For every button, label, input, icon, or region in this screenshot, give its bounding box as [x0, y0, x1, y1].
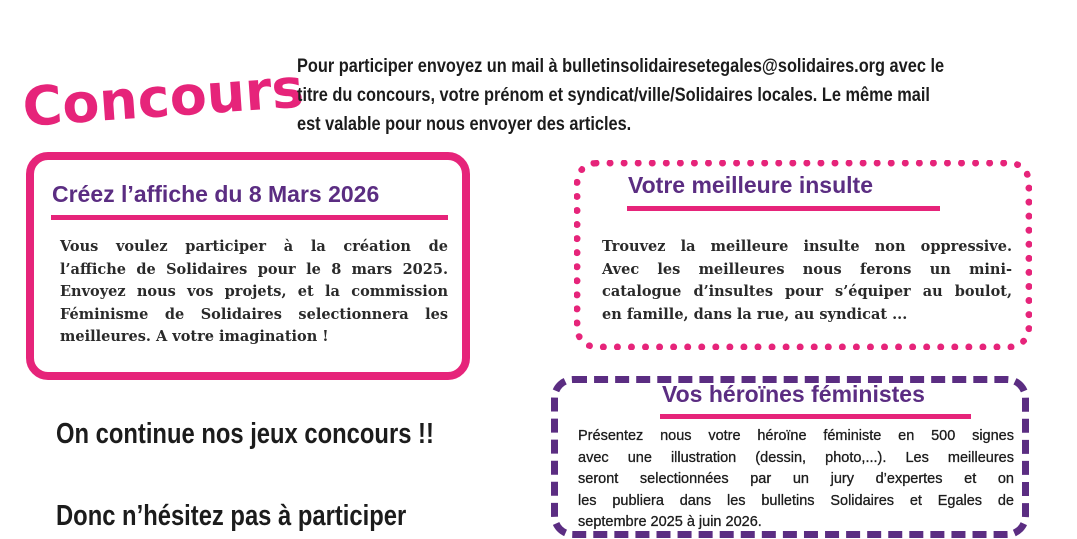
insulte-line: catalogue d’insultes pour s’équiper au boulot, [602, 283, 1012, 300]
heroines-line: avec une illustration (dessin, photo,...). Les meilleures [578, 449, 1014, 466]
intro-line: est valable pour nous envoyer des articles. [297, 114, 632, 135]
insulte-title: Votre meilleure insulte [628, 172, 873, 198]
affiche-text [60, 236, 448, 349]
heroines-title-underline [660, 414, 971, 419]
insulte-title-underline [627, 206, 940, 211]
insulte-line: Avec les meilleures nous ferons un mini- [602, 260, 1012, 278]
intro-paragraph [297, 52, 951, 139]
concours-title-text: Concours [20, 56, 306, 139]
participate-heading: Donc n’hésitez pas à participer [56, 500, 407, 532]
insulte-line: en famille, dans la rue, au syndicat ... [602, 305, 908, 323]
heroines-line: les publiera dans les bulletins Solidaires et Egales de [578, 492, 1014, 509]
intro-line: titre du concours, votre prénom et syndicat/ville/Solidaires locales. Le même mail [297, 85, 930, 106]
affiche-line: l’affiche de Solidaires pour le 8 mars 2025. [60, 260, 448, 278]
continue-heading: On continue nos jeux concours !! [56, 418, 434, 450]
heroines-text [578, 426, 1014, 534]
concours-title [20, 54, 306, 144]
affiche-line: Envoyez nous vos projets, et la commission [60, 283, 448, 300]
heroines-title: Vos héroïnes féministes [662, 381, 925, 407]
affiche-title: Créez l’affiche du 8 Mars 2026 [52, 181, 380, 207]
heroines-line: seront selectionnées par un jury d’expertes et on [578, 471, 1014, 487]
affiche-line: meilleures. A votre imagination ! [60, 328, 329, 345]
intro-line: Pour participer envoyez un mail à bulletinsolidairesetegales@solidaires.org avec le [297, 56, 945, 77]
heroines-line: Présentez nous votre héroïne féministe en 500 signes [578, 428, 1014, 444]
affiche-line: Féminisme de Solidaires selectionnera les [60, 305, 448, 323]
insulte-text [602, 236, 1012, 326]
affiche-line: Vous voulez participer à la création de [60, 238, 448, 255]
insulte-line: Trouvez la meilleure insulte non oppressive. [602, 238, 1012, 255]
heroines-line: septembre 2025 à juin 2026. [578, 514, 762, 530]
affiche-title-underline [51, 215, 448, 220]
